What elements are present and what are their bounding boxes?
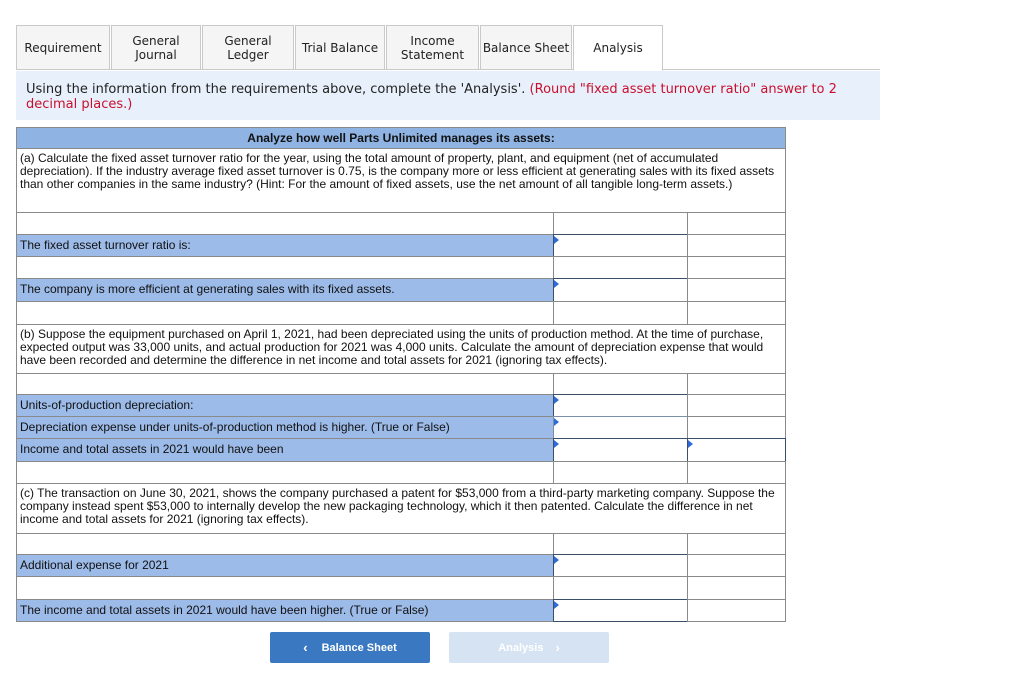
- efficiency-select[interactable]: [553, 278, 688, 302]
- additional-expense-label: Additional expense for 2021: [16, 554, 554, 577]
- empty-cell: [687, 576, 786, 600]
- input-marker-icon: [554, 396, 559, 404]
- tab-trial-balance[interactable]: [295, 25, 385, 70]
- ratio-input[interactable]: [553, 234, 688, 257]
- empty-cell: [16, 461, 554, 484]
- tab-label: General Ledger: [224, 33, 272, 62]
- input-marker-icon: [554, 280, 559, 288]
- part-b-text: (b) Suppose the equipment purchased on April 1, 2021, had been depreciated using the units of production method. At the time of purchase, expected output was 33,000 units, and actual production for 2021 was 4,000 units. Calculate the amount of depreciation expense that would have been recorded and determine the difference in net income and total assets for 2021 (ignoring tax effects).: [16, 324, 786, 374]
- next-analysis-button[interactable]: [449, 632, 609, 663]
- input-marker-icon: [554, 601, 559, 609]
- input-marker-icon: [554, 440, 559, 448]
- empty-cell: [16, 373, 554, 395]
- empty-cell: [687, 301, 786, 325]
- empty-cell: [16, 576, 554, 600]
- income-amount-input[interactable]: [687, 438, 786, 462]
- part-a-text: (a) Calculate the fixed asset turnover ratio for the year, using the total amount of property, plant, and equipment (net of accumulated depreciation). If the industry average fixed asset turnover is 0.75, is the company more or less efficient at generating sales with its fixed assets than other companies in the same industry? (Hint: For the amount of fixed assets, use the net amount of all tangible long-term assets.): [16, 148, 786, 213]
- ratio-label: The fixed asset turnover ratio is:: [16, 234, 554, 257]
- input-marker-icon: [554, 236, 559, 244]
- empty-cell: [553, 373, 688, 395]
- tab-label: Analysis: [593, 41, 643, 55]
- efficiency-label: The company is more efficient at generating sales with its fixed assets.: [16, 278, 554, 302]
- analysis-table: [16, 127, 786, 622]
- income-label: Income and total assets in 2021 would have been: [16, 438, 554, 462]
- empty-cell: [687, 599, 786, 622]
- tab-income-statement[interactable]: [386, 25, 479, 70]
- instruction-note: (Round "fixed asset turnover ratio" answer to 2 decimal places.): [26, 82, 837, 112]
- empty-cell: [553, 461, 688, 484]
- chevron-right-icon: ›: [555, 640, 560, 655]
- empty-cell: [687, 394, 786, 417]
- depreciation-higher-select[interactable]: [553, 416, 688, 439]
- part-c-text: (c) The transaction on June 30, 2021, shows the company purchased a patent for $53,000 from a third-party marketing company. Suppose the company instead spent $53,000 to internally develop the new packaging technology, which it then patented. Calculate the difference in net income and total assets for 2021 (ignoring tax effects).: [16, 483, 786, 534]
- empty-cell: [687, 533, 786, 555]
- empty-cell: [687, 373, 786, 395]
- instruction-box: [16, 71, 880, 120]
- chevron-left-icon: ‹: [303, 640, 308, 655]
- uop-input[interactable]: [553, 394, 688, 417]
- tab-requirement[interactable]: [16, 25, 110, 70]
- empty-cell: [16, 212, 554, 235]
- tab-label: General Journal: [132, 33, 180, 62]
- empty-cell: [687, 234, 786, 257]
- empty-cell: [687, 278, 786, 302]
- tab-label: Requirement: [24, 40, 102, 55]
- input-marker-icon: [554, 556, 559, 564]
- tab-label: Income Statement: [400, 33, 465, 62]
- tab-divider: [16, 69, 880, 70]
- tab-general-ledger[interactable]: [202, 25, 294, 70]
- empty-cell: [687, 256, 786, 279]
- next-button-label: Analysis: [498, 641, 544, 654]
- income-higher-select[interactable]: [553, 599, 688, 622]
- empty-cell: [687, 554, 786, 577]
- prev-button-label: Balance Sheet: [321, 641, 397, 654]
- table-title: Analyze how well Parts Unlimited manages its assets:: [16, 127, 786, 149]
- input-marker-icon: [554, 418, 559, 426]
- uop-label: Units-of-production depreciation:: [16, 394, 554, 417]
- tab-balance-sheet[interactable]: [480, 25, 572, 70]
- instruction-text: Using the information from the requirements above, complete the 'Analysis'.: [26, 82, 530, 97]
- empty-cell: [687, 416, 786, 439]
- additional-expense-input[interactable]: [553, 554, 688, 577]
- empty-cell: [687, 212, 786, 235]
- empty-cell: [16, 256, 554, 279]
- input-marker-icon: [688, 440, 693, 448]
- empty-cell: [687, 461, 786, 484]
- tab-analysis[interactable]: [573, 25, 663, 71]
- tab-label: Trial Balance: [301, 40, 379, 55]
- empty-cell: [16, 533, 554, 555]
- tab-label: Balance Sheet: [482, 40, 570, 55]
- empty-cell: [16, 301, 554, 325]
- prev-balance-sheet-button[interactable]: [270, 632, 430, 663]
- tab-general-journal[interactable]: [111, 25, 201, 70]
- empty-cell: [553, 533, 688, 555]
- empty-cell: [553, 301, 688, 325]
- empty-cell: [553, 212, 688, 235]
- income-higher-label: The income and total assets in 2021 would have been higher. (True or False): [16, 599, 554, 622]
- empty-cell: [553, 576, 688, 600]
- income-direction-select[interactable]: [553, 438, 688, 462]
- depreciation-higher-label: Depreciation expense under units-of-production method is higher. (True or False): [16, 416, 554, 439]
- empty-cell: [553, 256, 688, 279]
